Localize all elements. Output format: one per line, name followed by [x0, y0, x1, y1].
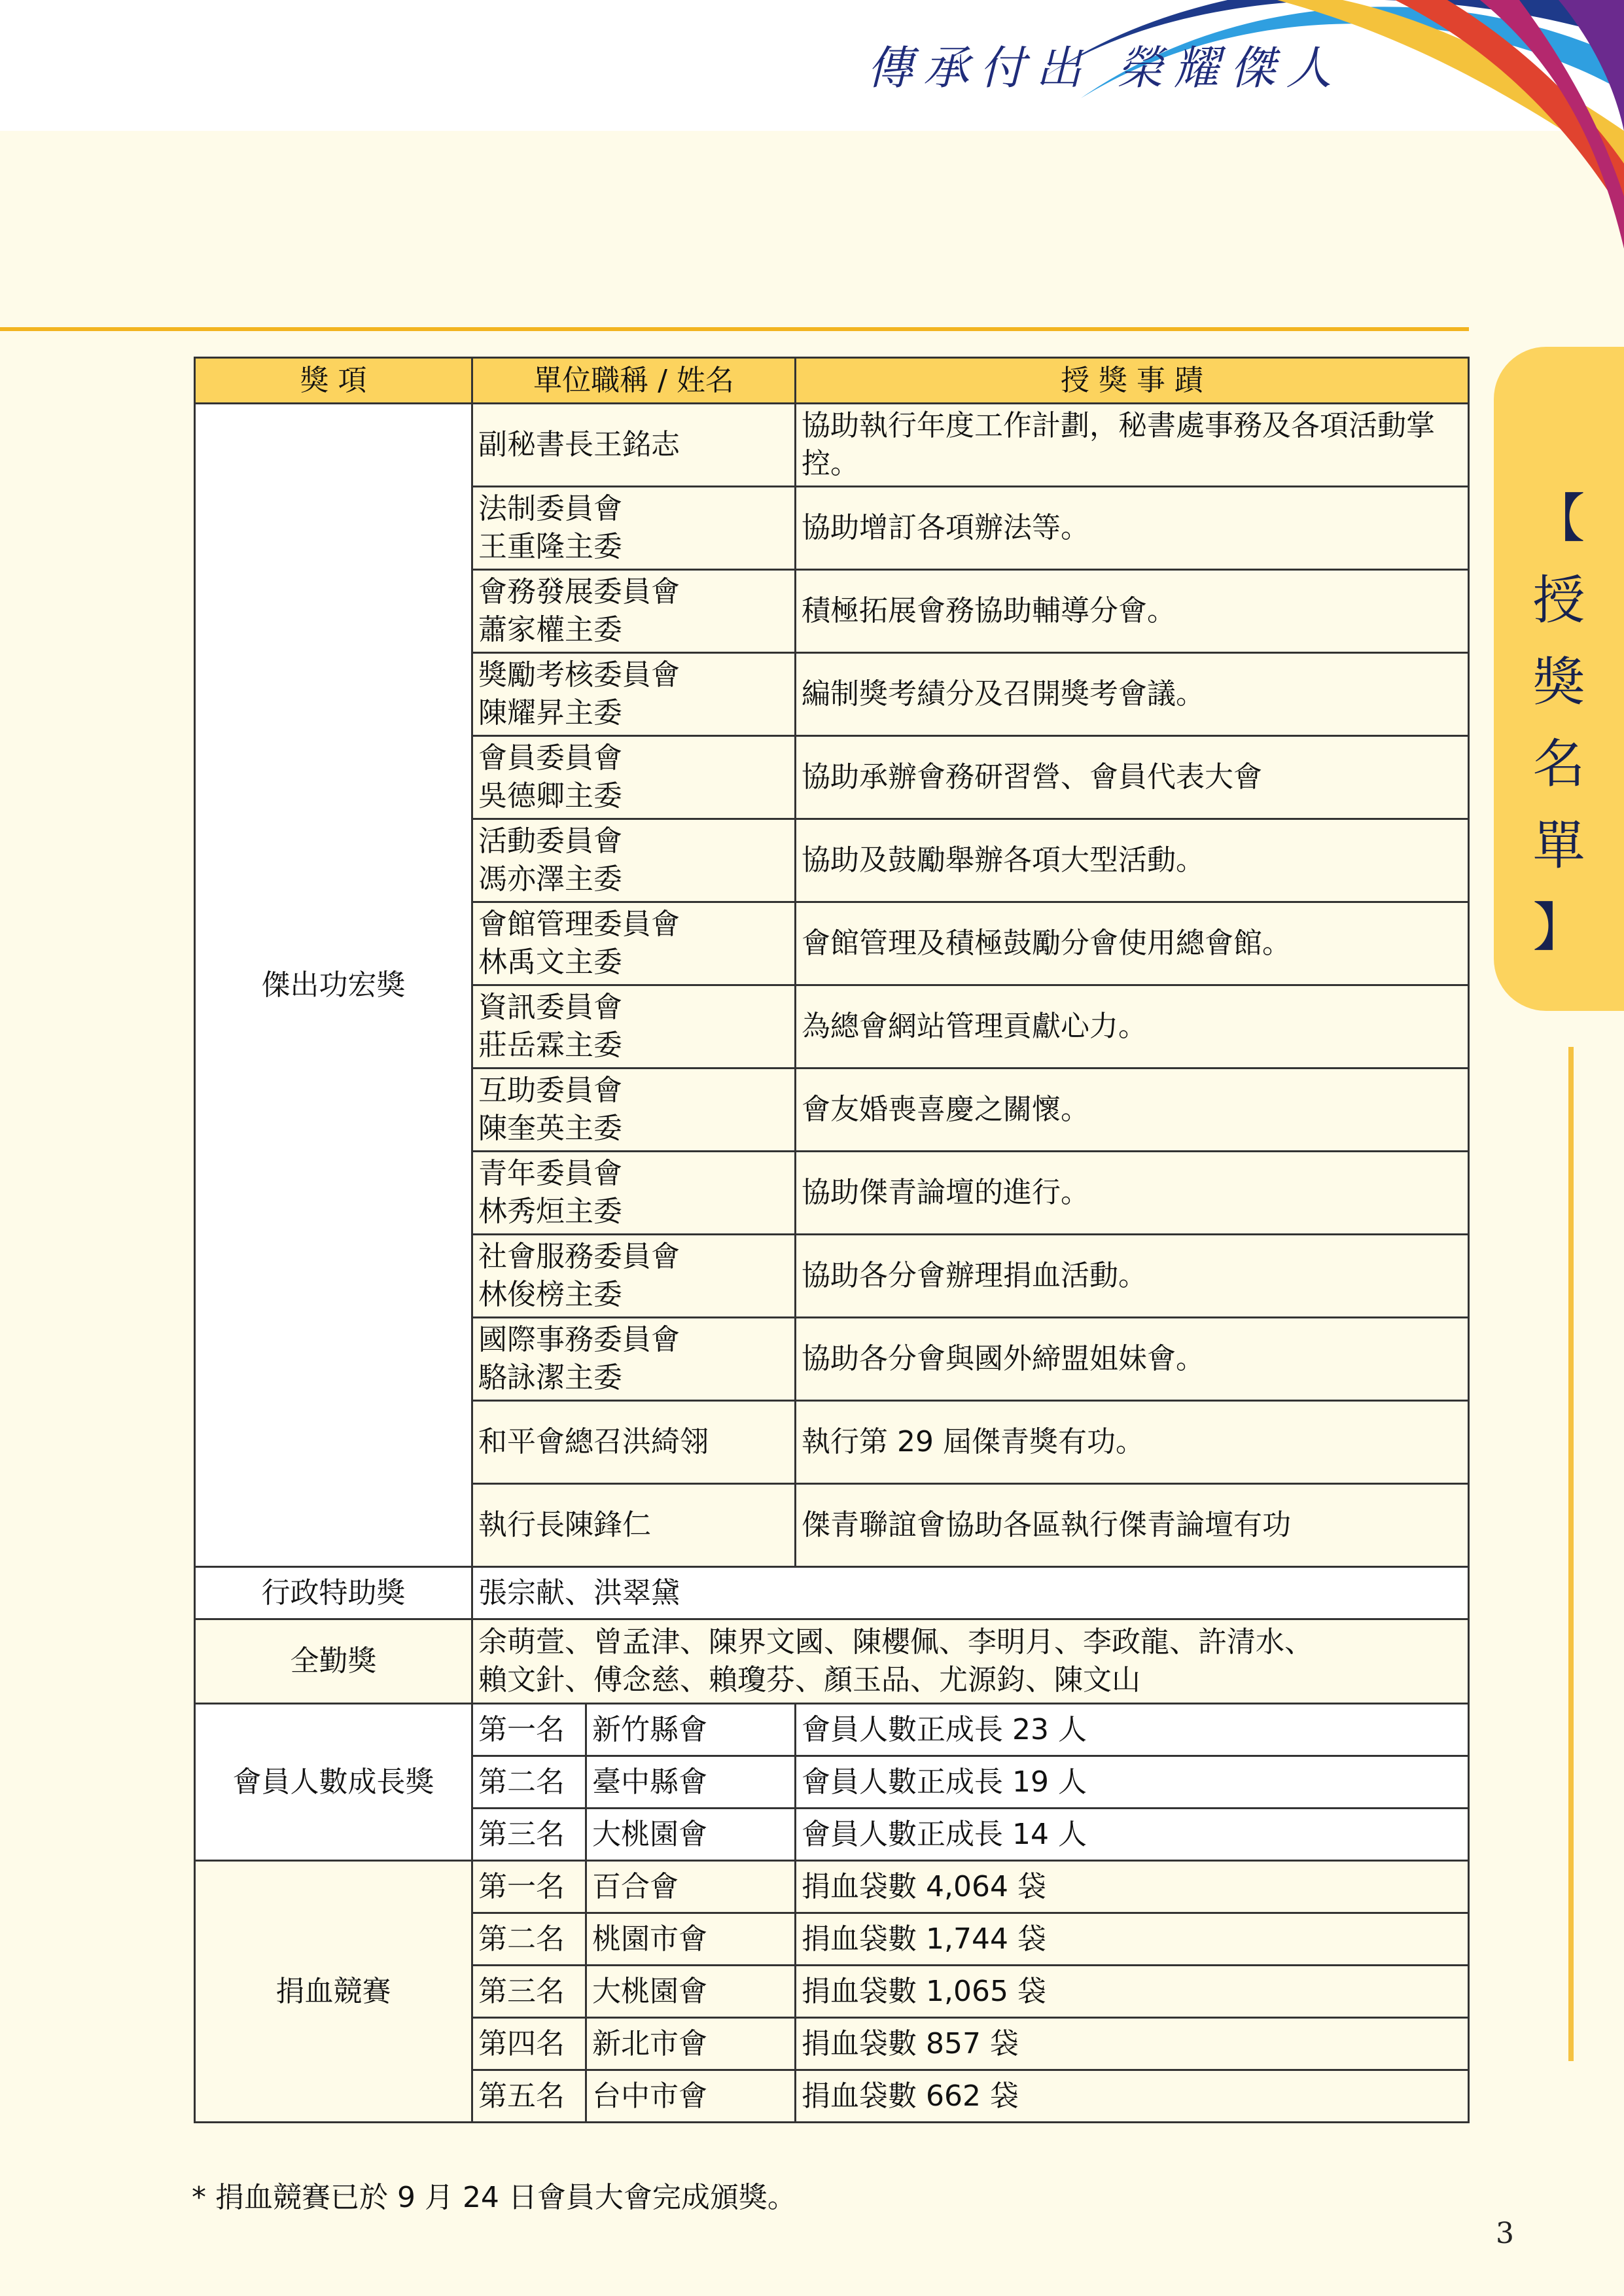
deed-cell: 捐血袋數 4,064 袋	[796, 1861, 1469, 1913]
recipient-cell: 國際事務委員會 駱詠潔主委	[472, 1318, 796, 1401]
deed-cell: 為總會網站管理貢獻心力。	[796, 985, 1469, 1069]
section-tab	[1494, 347, 1624, 1011]
deed-cell: 協助增訂各項辦法等。	[796, 487, 1469, 570]
deed-cell: 捐血袋數 1,744 袋	[796, 1913, 1469, 1966]
recipient-cell: 青年委員會 林秀烜主委	[472, 1152, 796, 1235]
page-number: 3	[1496, 2217, 1514, 2250]
deed-cell: 編制獎考績分及召開獎考會議。	[796, 653, 1469, 736]
recipient-cell: 法制委員會 王重隆主委	[472, 487, 796, 570]
table-row	[195, 1567, 1469, 1619]
deed-cell: 協助承辦會務研習營、會員代表大會	[796, 736, 1469, 819]
names-cell: 余萌萱、曾孟津、陳界文國、陳櫻佩、李明月、李政龍、許清水、 賴文針、傅念慈、賴瓊芬、顏玉品、尤源鈞、陳文山	[472, 1619, 1469, 1704]
deed-cell: 傑青聯誼會協助各區執行傑青論壇有功	[796, 1484, 1469, 1567]
deed-cell: 協助各分會與國外締盟姐妹會。	[796, 1318, 1469, 1401]
deed-cell: 協助執行年度工作計劃，秘書處事務及各項活動掌控。	[796, 404, 1469, 487]
rank-cell: 第三名	[472, 1809, 586, 1861]
award-cell: 行政特助獎	[195, 1567, 472, 1619]
table-row	[195, 1704, 1469, 1756]
divider-rule	[0, 327, 1469, 331]
awards-table	[194, 357, 1470, 2123]
unit-cell: 新北市會	[586, 2018, 796, 2070]
unit-cell: 台中市會	[586, 2070, 796, 2123]
names-cell: 張宗献、洪翠黛	[472, 1567, 1469, 1619]
unit-cell: 大桃園會	[586, 1966, 796, 2018]
award-cell: 會員人數成長獎	[195, 1704, 472, 1861]
table-row	[195, 404, 1469, 487]
deed-cell: 執行第 29 屆傑青獎有功。	[796, 1401, 1469, 1484]
tab-char: 獎	[1532, 652, 1585, 713]
table-row	[195, 1861, 1469, 1913]
recipient-cell: 資訊委員會 莊岳霖主委	[472, 985, 796, 1069]
recipient-cell: 會館管理委員會 林禹文主委	[472, 902, 796, 985]
award-cell: 全勤獎	[195, 1619, 472, 1704]
deed-cell: 會友婚喪喜慶之關懷。	[796, 1069, 1469, 1152]
rank-cell: 第三名	[472, 1966, 586, 2018]
deed-cell: 積極拓展會務協助輔導分會。	[796, 570, 1469, 653]
rank-cell: 第二名	[472, 1913, 586, 1966]
recipient-cell: 社會服務委員會 林俊榜主委	[472, 1235, 796, 1318]
unit-cell: 臺中縣會	[586, 1756, 796, 1809]
header-award: 獎 項	[195, 358, 472, 404]
unit-cell: 新竹縣會	[586, 1704, 796, 1756]
recipient-cell: 副秘書長王銘志	[472, 404, 796, 487]
header-slogan: 傳承付出 榮耀傑人	[867, 41, 1343, 95]
unit-cell: 大桃園會	[586, 1809, 796, 1861]
rank-cell: 第一名	[472, 1861, 586, 1913]
deed-cell: 協助及鼓勵舉辦各項大型活動。	[796, 819, 1469, 902]
rank-cell: 第二名	[472, 1756, 586, 1809]
table-header-row	[195, 358, 1469, 404]
table-row	[195, 1619, 1469, 1704]
recipient-cell: 會員委員會 吳德卿主委	[472, 736, 796, 819]
tab-char: 】	[1532, 897, 1585, 958]
recipient-cell: 互助委員會 陳奎英主委	[472, 1069, 796, 1152]
deed-cell: 會員人數正成長 14 人	[796, 1809, 1469, 1861]
deed-cell: 協助各分會辦理捐血活動。	[796, 1235, 1469, 1318]
rank-cell: 第一名	[472, 1704, 586, 1756]
recipient-cell: 和平會總召洪綺翎	[472, 1401, 796, 1484]
tab-char: 單	[1532, 815, 1585, 876]
recipient-cell: 獎勵考核委員會 陳耀昇主委	[472, 653, 796, 736]
header-deed: 授 獎 事 蹟	[796, 358, 1469, 404]
deed-cell: 會館管理及積極鼓勵分會使用總會館。	[796, 902, 1469, 985]
recipient-cell: 執行長陳鋒仁	[472, 1484, 796, 1567]
rank-cell: 第四名	[472, 2018, 586, 2070]
deed-cell: 捐血袋數 662 袋	[796, 2070, 1469, 2123]
header-unit-name: 單位職稱 / 姓名	[472, 358, 796, 404]
tab-char: 【	[1532, 488, 1585, 549]
recipient-cell: 活動委員會 馮亦澤主委	[472, 819, 796, 902]
award-cell: 傑出功宏獎	[195, 404, 472, 1567]
deed-cell: 捐血袋數 1,065 袋	[796, 1966, 1469, 2018]
deed-cell: 捐血袋數 857 袋	[796, 2018, 1469, 2070]
deed-cell: 協助傑青論壇的進行。	[796, 1152, 1469, 1235]
rank-cell: 第五名	[472, 2070, 586, 2123]
award-cell: 捐血競賽	[195, 1861, 472, 2123]
side-decoration-line	[1568, 1047, 1574, 2061]
recipient-cell: 會務發展委員會 蕭家權主委	[472, 570, 796, 653]
deed-cell: 會員人數正成長 23 人	[796, 1704, 1469, 1756]
footnote: * 捐血競賽已於 9 月 24 日會員大會完成頒獎。	[192, 2181, 796, 2214]
tab-char: 名	[1532, 733, 1585, 794]
tab-char: 授	[1532, 570, 1585, 631]
unit-cell: 桃園市會	[586, 1913, 796, 1966]
unit-cell: 百合會	[586, 1861, 796, 1913]
section-tab-label	[1494, 478, 1624, 968]
deed-cell: 會員人數正成長 19 人	[796, 1756, 1469, 1809]
